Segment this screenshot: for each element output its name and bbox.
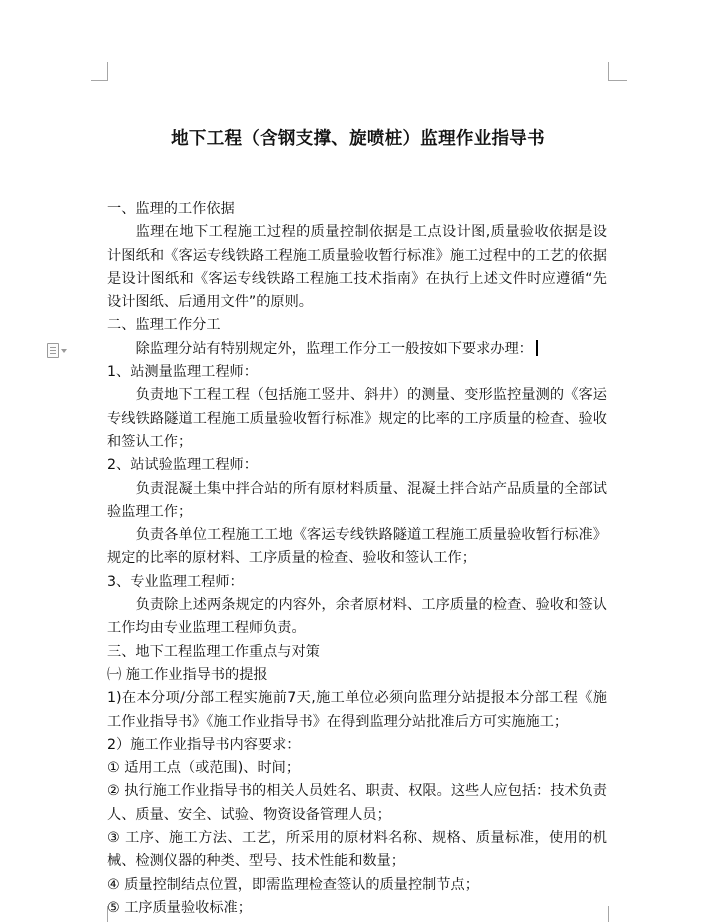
paragraph: [107, 687, 607, 734]
paragraph: [107, 361, 607, 384]
crop-mark-top-left: [91, 62, 108, 81]
paragraph: [107, 478, 607, 525]
paragraph-text: 三、地下工程监理工作重点与对策: [107, 643, 320, 660]
paragraph: [107, 734, 607, 757]
paragraph: [107, 454, 607, 477]
paragraph-text: 二、监理工作分工: [107, 317, 221, 334]
paragraph-text: ① 适用工点（或范围)、时间；: [107, 760, 301, 777]
chevron-down-icon: [61, 349, 67, 353]
paragraph: [107, 571, 607, 594]
paragraph-options-icon[interactable]: [47, 342, 75, 358]
paragraph: [107, 221, 607, 314]
paragraph-text: ④ 质量控制结点位置，即需监理检查签认的质量控制节点；: [107, 876, 479, 893]
paragraph-text: 负责地下工程工程（包括施工竖井、斜井）的测量、变形监控量测的《客运专线铁路隧道工程施工质量验收暂行标准》规定的比率的工序质量的检查、验收和签认工作；: [107, 387, 607, 450]
paragraph: [107, 524, 607, 571]
paragraph: [107, 757, 607, 780]
paragraph-text: 2、站试验监理工程师：: [107, 457, 258, 474]
paragraph: [107, 641, 607, 664]
paragraph: [107, 827, 607, 874]
text-cursor: [536, 340, 538, 356]
document-body[interactable]: [107, 198, 607, 920]
paragraph-text: 负责除上述两条规定的内容外，余者原材料、工序质量的检查、验收和签认工作均由专业监理工程师负责。: [107, 597, 607, 637]
paragraph: [107, 314, 607, 337]
paragraph-text: 负责各单位工程施工工地《客运专线铁路隧道工程施工质量验收暂行标准》规定的比率的原材料、工序质量的检查、验收和签认工作；: [107, 527, 607, 567]
paragraph: [107, 198, 607, 221]
paragraph: [107, 664, 607, 687]
paragraph-text: 1)在本分项/分部工程实施前7天,施工单位必须向监理分站提报本分部工程《施工作业指导书》《施工作业指导书》在得到监理分站批准后方可实施施工；: [107, 690, 607, 730]
paragraph-text: ③ 工序、施工方法、工艺，所采用的原材料名称、规格、质量标准，使用的机械、检测仪器的种类、型号、技术性能和数量；: [107, 830, 607, 870]
paragraph-text: 1、站测量监理工程师：: [107, 364, 258, 381]
paragraph-text: 2）施工作业指导书内容要求：: [107, 736, 301, 753]
paragraph: [107, 897, 607, 920]
crop-mark-bottom-right: [608, 906, 627, 922]
paragraph-text: 除监理分站有特别规定外，监理工作分工一般按如下要求办理：: [135, 340, 533, 357]
paragraph-text: 一、监理的工作依据: [107, 201, 235, 217]
paragraph-text: 负责混凝土集中拌合站的所有原材料质量、混凝土拌合站产品质量的全部试验监理工作；: [107, 480, 607, 520]
paragraph: [107, 594, 607, 641]
document-title: 地下工程（含钢支撑、旋喷桩）监理作业指导书: [171, 129, 545, 149]
paragraph: [107, 874, 607, 897]
paragraph-text: ② 执行施工作业指导书的相关人员姓名、职责、权限。这些人应包括：技术负责人、质量、安全、试验、物资设备管理人员；: [107, 783, 607, 823]
document-lines-icon: [47, 343, 59, 358]
paragraph-text: 监理在地下工程施工过程的质量控制依据是工点设计图,质量验收依据是设计图纸和《客运专线铁路工程施工质量验收暂行标准》施工过程中的工艺的依据是设计图纸和《客运专线铁路工程施工技术指南》在执行上述文件时应遵循“先设计图纸、后通用文件”的原则。: [107, 224, 607, 311]
paragraph: [107, 780, 607, 827]
paragraph: [107, 384, 607, 454]
paragraph: [107, 338, 607, 361]
paragraph-text: 3、专业监理工程师：: [107, 573, 244, 590]
paragraph-text: ⑤ 工序质量验收标准；: [107, 899, 252, 916]
crop-mark-bottom-left: [91, 906, 108, 922]
paragraph-text: ㈠ 施工作业指导书的提报: [107, 666, 268, 683]
crop-mark-top-right: [608, 62, 627, 81]
